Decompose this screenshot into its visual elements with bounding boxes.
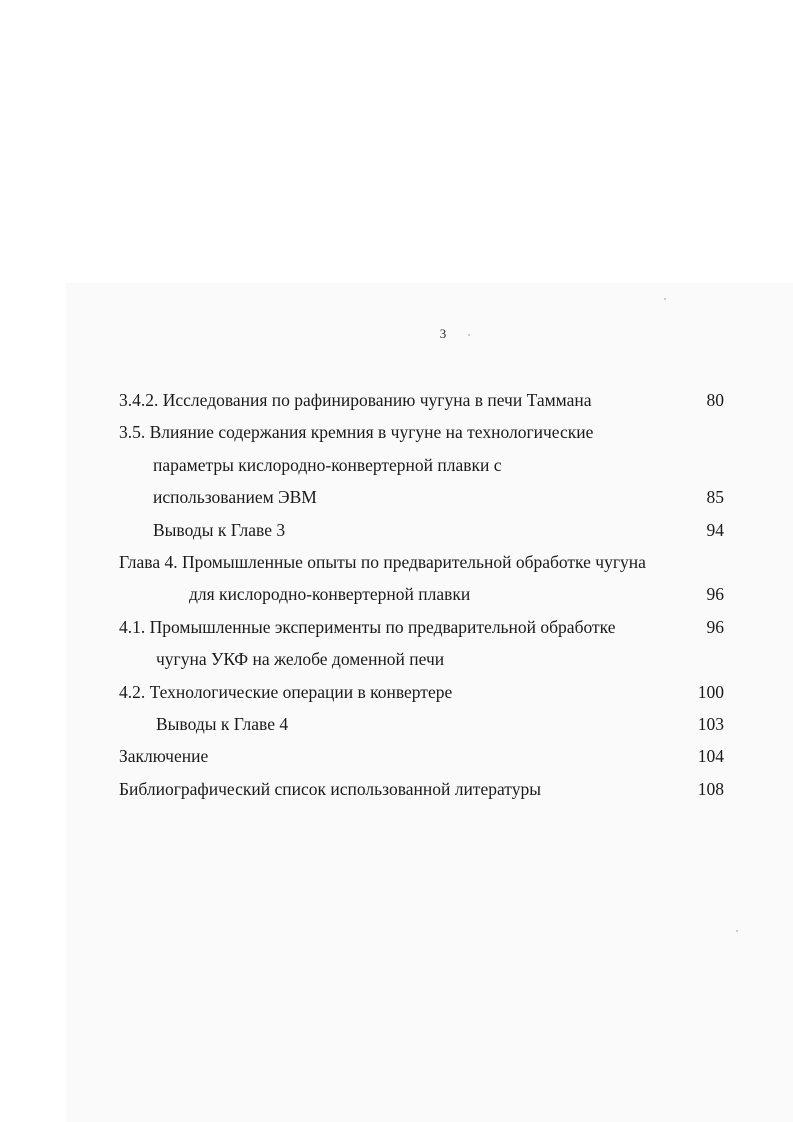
toc-entry-page: 80 bbox=[706, 390, 724, 410]
toc-entry bbox=[0, 740, 793, 772]
toc-entry-page: 96 bbox=[706, 584, 724, 605]
scan-speck bbox=[468, 334, 470, 336]
toc-entry-title: 4.1. Промышленные эксперименты по предварительной обработке bbox=[119, 616, 616, 637]
toc-entry bbox=[0, 481, 793, 513]
toc-entry bbox=[0, 384, 793, 416]
scan-speck bbox=[736, 930, 738, 932]
toc-entry bbox=[0, 773, 793, 805]
toc-entry-title: 4.2. Технологические операции в конвертере bbox=[119, 681, 453, 702]
toc-entry-title: для кислородно-конвертерной плавки bbox=[189, 584, 471, 605]
toc-entry bbox=[0, 578, 793, 610]
toc-entry-title: 3.4.2. Исследования по рафинированию чугуна в печи Таммана bbox=[119, 390, 592, 410]
toc-entry bbox=[0, 449, 793, 481]
toc-entry-title: использованием ЭВМ bbox=[153, 487, 317, 508]
toc-entry-title: 3.5. Влияние содержания кремния в чугуне на технологические bbox=[119, 422, 594, 443]
toc-entry-page: 85 bbox=[706, 487, 724, 508]
toc-entry bbox=[0, 611, 793, 643]
toc-entry-title: Глава 4. Промышленные опыты по предварительной обработке чугуна bbox=[119, 551, 646, 572]
toc-entry bbox=[0, 643, 793, 675]
toc-entry-page: 100 bbox=[697, 681, 724, 702]
toc-entry-page: 94 bbox=[706, 519, 724, 540]
toc-entry bbox=[0, 416, 793, 448]
toc-entry bbox=[0, 546, 793, 578]
toc-entry-title: чугуна УКФ на желобе доменной печи bbox=[156, 649, 445, 670]
page-number: 3 bbox=[439, 326, 447, 341]
scan-speck bbox=[664, 298, 666, 300]
toc-entry-title: Заключение bbox=[119, 746, 209, 767]
toc-entry-page: 103 bbox=[697, 713, 724, 734]
toc-entry-title: Библиографический список использованной литературы bbox=[119, 778, 541, 799]
toc-entry bbox=[0, 514, 793, 546]
toc-entry bbox=[0, 676, 793, 708]
table-of-contents bbox=[0, 384, 793, 805]
toc-entry-page: 108 bbox=[697, 778, 724, 799]
toc-entry-page: 104 bbox=[697, 746, 724, 767]
toc-entry-page: 96 bbox=[706, 616, 724, 637]
toc-entry bbox=[0, 708, 793, 740]
toc-entry-title: параметры кислородно-конвертерной плавки с bbox=[153, 454, 502, 475]
toc-entry-title: Выводы к Главе 4 bbox=[156, 713, 289, 734]
toc-entry-title: Выводы к Главе 3 bbox=[153, 519, 286, 540]
